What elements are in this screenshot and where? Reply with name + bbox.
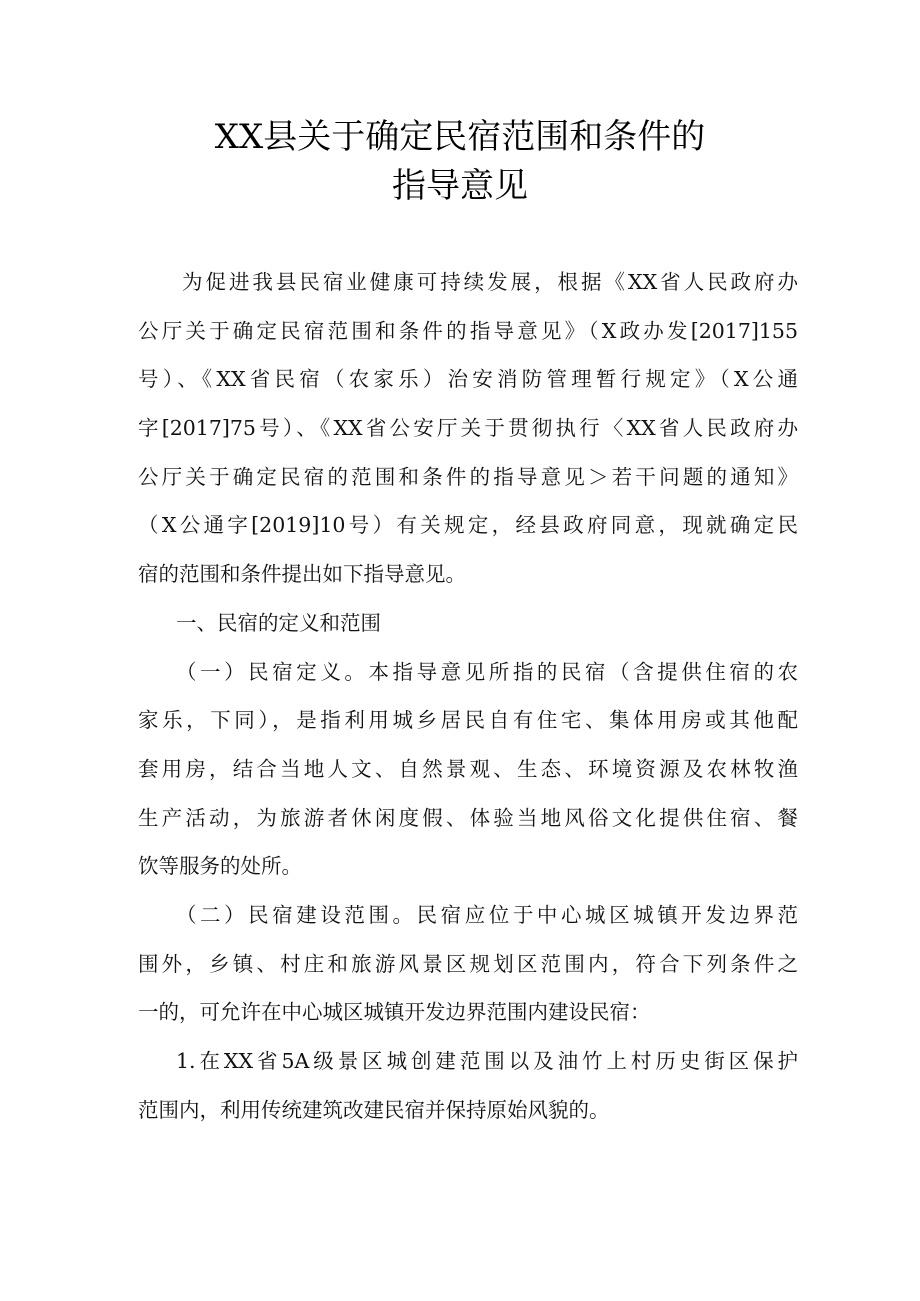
paragraph-line: 宿的范围和条件提出如下指导意见。 (138, 562, 466, 587)
document-title-line-2: 指导意见 (392, 166, 528, 206)
paragraph-line: 为促进我县民宿业健康可持续发展，根据《XX省人民政府办 (182, 270, 798, 294)
paragraph-line: 生产活动，为旅游者休闲度假、体验当地风俗文化提供住宿、餐 (138, 805, 798, 830)
paragraph-line: 号）、《XX省民宿（农家乐）治安消防管理暂行规定》（X公通 (138, 367, 798, 392)
paragraph-line: 家乐，下同），是指利用城乡居民自有住宅、集体用房或其他配 (138, 708, 798, 733)
paragraph-line: 围外，乡镇、村庄和旅游风景区规划区范围内，符合下列条件之 (138, 951, 798, 976)
paragraph-line: 饮等服务的处所。 (138, 854, 302, 879)
document-body (138, 258, 798, 1134)
paragraph-line: （一）民宿定义。本指导意见所指的民宿（含提供住宿的农 (176, 659, 798, 684)
section-heading: 一、民宿的定义和范围 (176, 610, 381, 635)
paragraph-line: 套用房，结合当地人文、自然景观、生态、环境资源及农林牧渔 (138, 756, 798, 781)
document-title-line-1: XX县关于确定民宿范围和条件的 (214, 117, 706, 157)
list-item-line: 1.在XX省5A级景区城创建范围以及油竹上村历史街区保护 (176, 1049, 798, 1073)
paragraph-line: （X公通字[2019]10号）有关规定，经县政府同意，现就确定民 (138, 513, 798, 538)
paragraph-line: 公厅关于确定民宿的范围和条件的指导意见＞若干问题的通知》 (138, 464, 798, 489)
paragraph-line: （二）民宿建设范围。民宿应位于中心城区城镇开发边界范 (176, 902, 798, 927)
paragraph-line: 公厅关于确定民宿范围和条件的指导意见》（X政办发[2017]155 (138, 318, 798, 343)
paragraph-line: 字[2017]75号）、《XX省公安厅关于贯彻执行〈XX省人民政府办 (138, 416, 798, 441)
list-item-line: 范围内，利用传统建筑改建民宿并保持原始风貌的。 (138, 1097, 610, 1122)
paragraph-line: 一的，可允许在中心城区城镇开发边界范围内建设民宿： (138, 1000, 651, 1025)
